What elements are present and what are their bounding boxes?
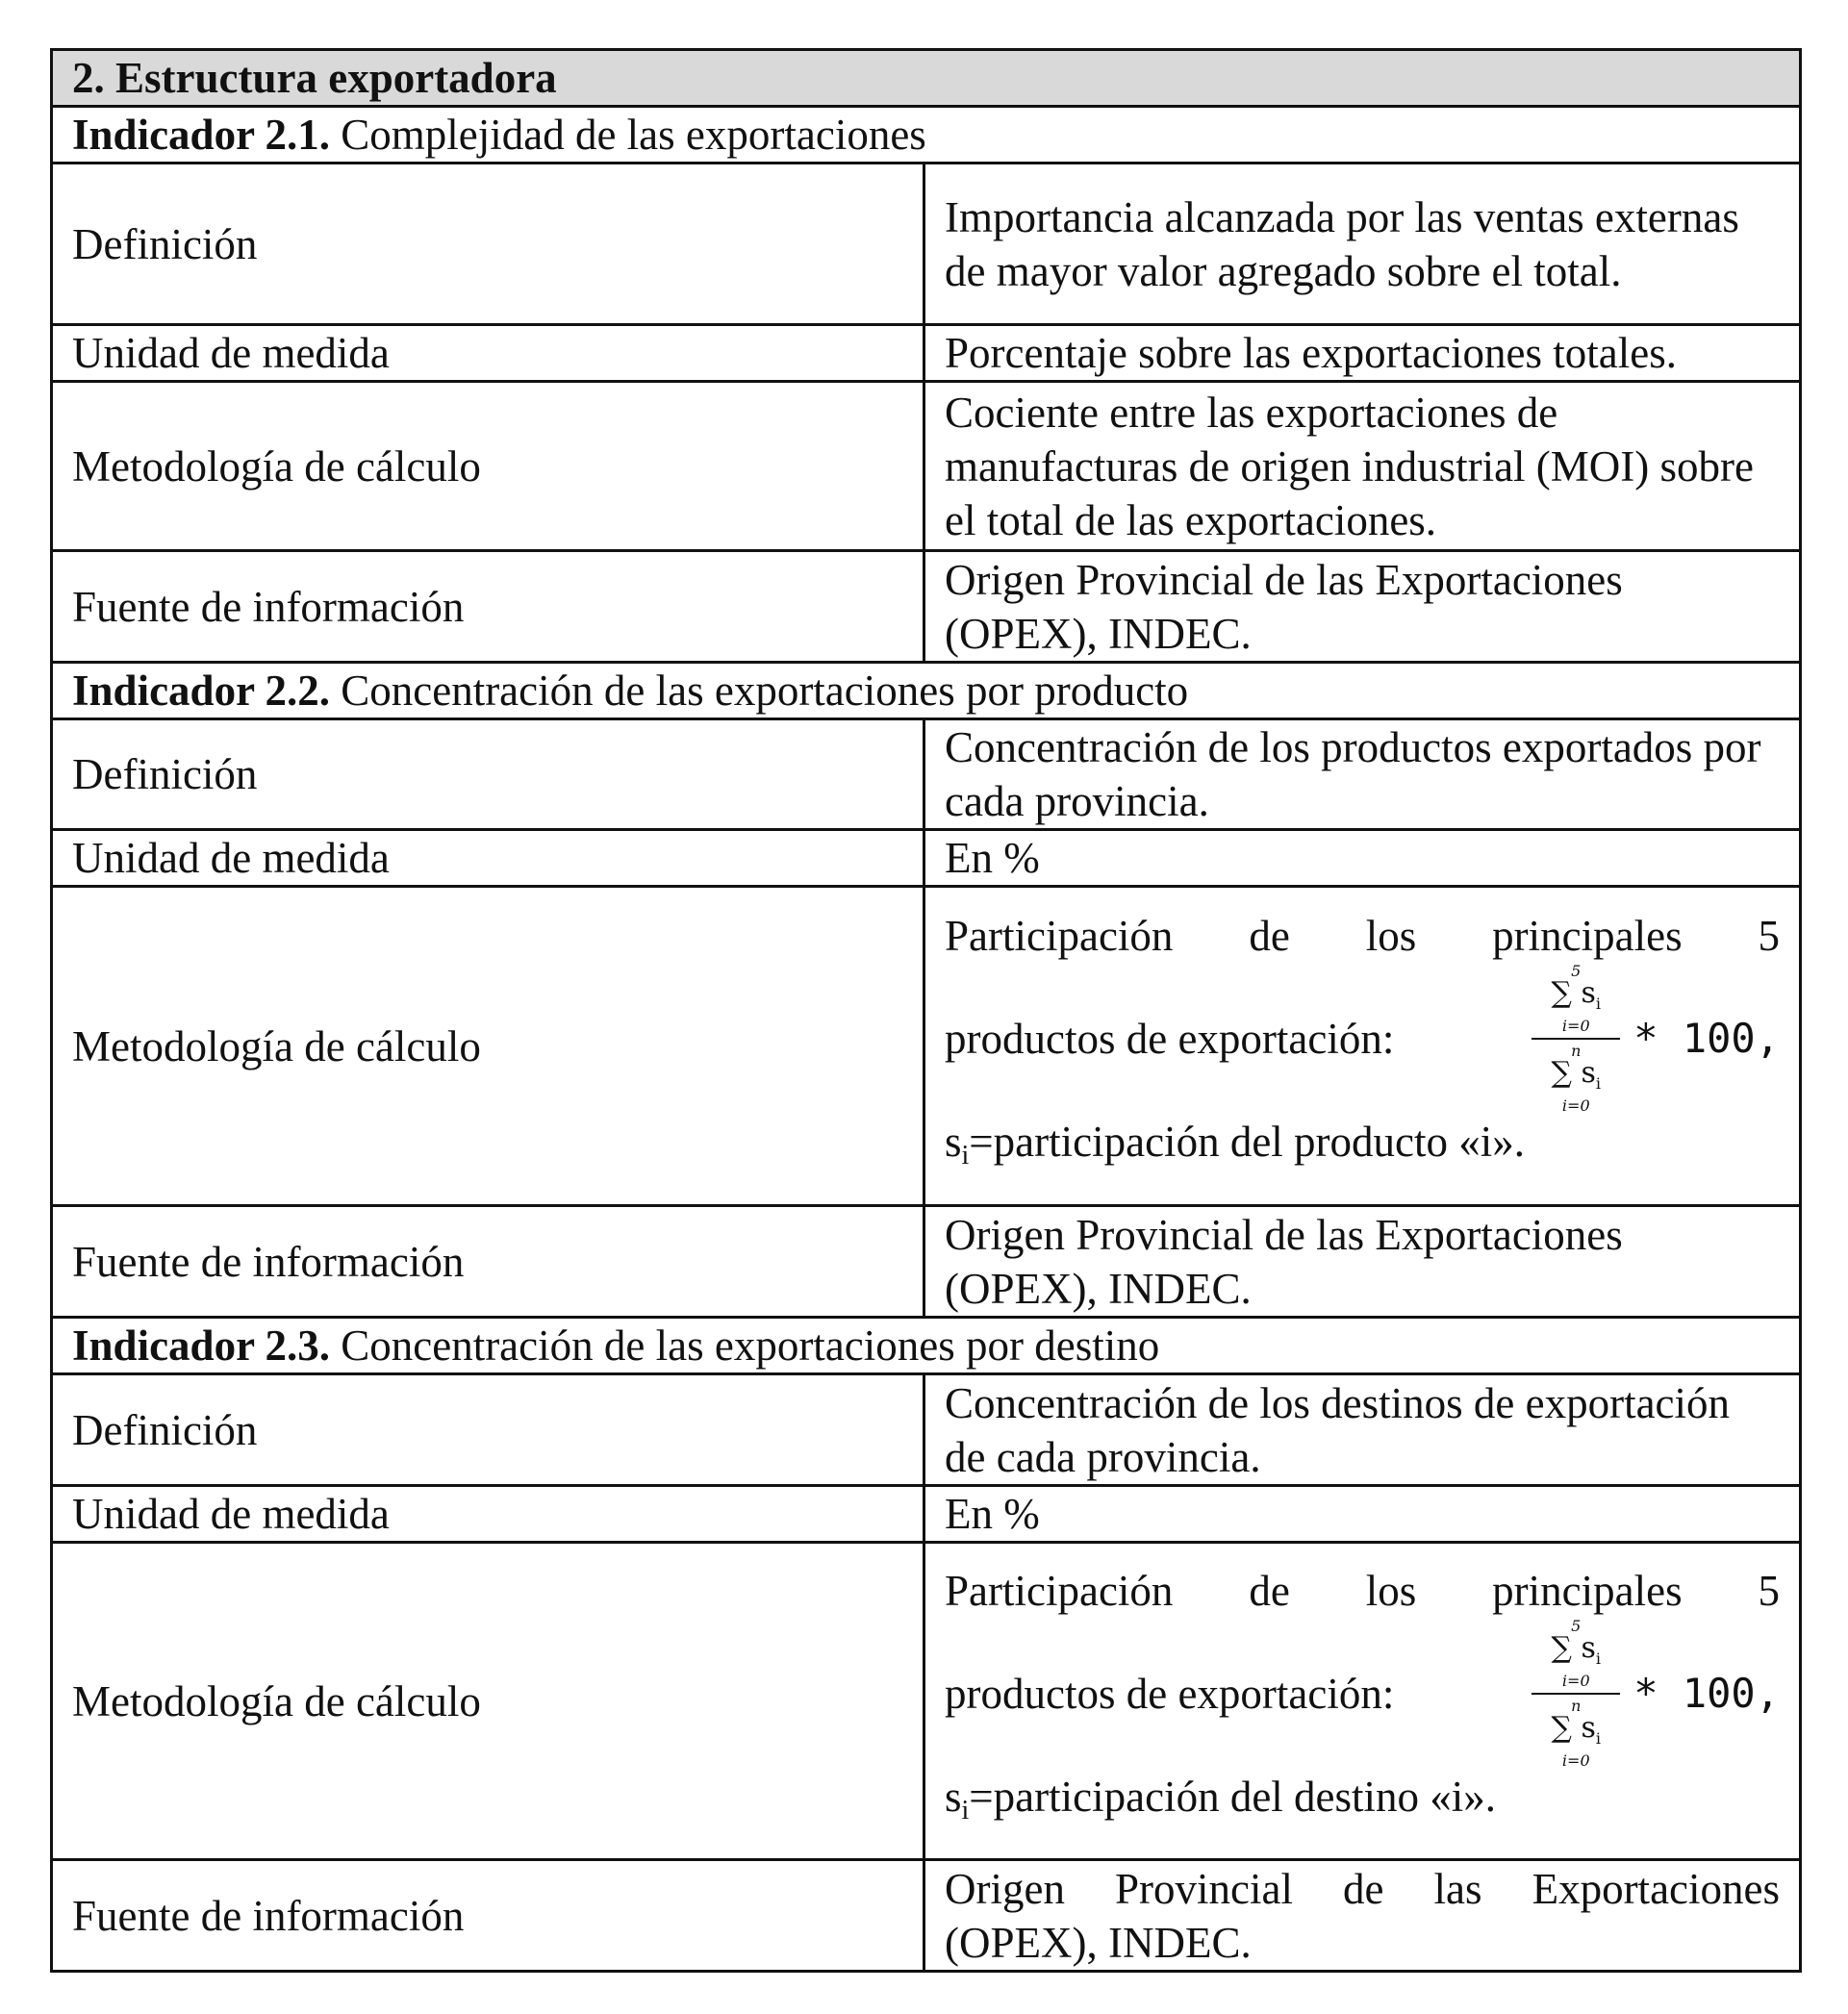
source-row (52, 1860, 1801, 1972)
s-subscript: i (961, 1141, 970, 1171)
source-row (52, 1206, 1801, 1318)
numerator-upper-limit: 5 (1571, 1617, 1582, 1635)
denominator-sum (1551, 1711, 1602, 1752)
s-definition: =participación del destino «i». (969, 1773, 1497, 1821)
row-label: Definición (52, 164, 924, 325)
source-value: Origen Provincial de las Exportaciones (OPEX), INDEC. (924, 551, 1801, 663)
unit-row (52, 830, 1801, 887)
denominator-upper-limit: n (1571, 1697, 1582, 1715)
methodology-row (52, 887, 1801, 1206)
s-subscript: i (961, 1796, 970, 1825)
concentration-formula (1526, 1618, 1780, 1770)
indicator-number: Indicador 2.2. (72, 667, 330, 715)
row-label: Metodología de cálculo (52, 382, 924, 551)
methodology-line-3 (945, 1770, 1780, 1838)
unit-row (52, 325, 1801, 382)
numerator-lower-limit: i=0 (1561, 1672, 1590, 1690)
denominator-upper-limit: n (1571, 1042, 1582, 1060)
formula-denominator (1552, 1698, 1601, 1770)
row-label: Unidad de medida (52, 325, 924, 382)
numerator-subscript: i (1595, 1649, 1602, 1668)
fraction-bar (1532, 1693, 1620, 1695)
row-label: Fuente de información (52, 1860, 924, 1972)
methodology-row (52, 382, 1801, 551)
formula-fraction (1532, 1618, 1620, 1770)
formula-numerator (1552, 963, 1601, 1035)
indicator-name: Concentración de las exportaciones por producto (341, 667, 1189, 715)
denominator-lower-limit: i=0 (1561, 1096, 1590, 1115)
indicator-row-2-3 (52, 1318, 1801, 1374)
methodology-line-1: Participación de los principales 5 (945, 1567, 1780, 1615)
denominator-sum (1551, 1056, 1602, 1097)
section-title: 2. Estructura exportadora (52, 50, 1801, 107)
unit-value: En % (924, 1486, 1801, 1543)
methodology-line-2: productos de exportación: (945, 1015, 1395, 1063)
indicator-row-2-1 (52, 107, 1801, 164)
definition-row (52, 164, 1801, 325)
row-label: Metodología de cálculo (52, 887, 924, 1206)
denominator-subscript: i (1595, 1074, 1602, 1093)
indicator-title (52, 1318, 1801, 1374)
section-header-row (52, 50, 1801, 107)
numerator-subscript: i (1595, 994, 1602, 1013)
formula-multiplier: * 100, (1633, 1670, 1780, 1717)
methodology-value (924, 887, 1801, 1206)
indicator-name: Concentración de las exportaciones por destino (341, 1322, 1160, 1370)
source-value: Origen Provincial de las Exportaciones (OPEX), INDEC. (924, 1206, 1801, 1318)
row-label: Fuente de información (52, 1206, 924, 1318)
concentration-formula (1526, 963, 1780, 1115)
indicator-table (50, 48, 1802, 1973)
methodology-row (52, 1543, 1801, 1860)
formula-line (945, 963, 1780, 1115)
unit-row (52, 1486, 1801, 1543)
definition-value: Importancia alcanzada por las ventas externas de mayor valor agregado sobre el total. (924, 164, 1801, 325)
numerator-lower-limit: i=0 (1561, 1017, 1590, 1035)
indicator-number: Indicador 2.1. (72, 111, 330, 159)
source-value: Origen Provincial de las Exportaciones (OPEX), INDEC. (924, 1860, 1801, 1972)
row-label: Definición (52, 1374, 924, 1486)
methodology-value (924, 1543, 1801, 1860)
indicator-number: Indicador 2.3. (72, 1322, 330, 1370)
methodology-value: Cociente entre las exportaciones de manufacturas de origen industrial (MOI) sobre el total de las exportaciones. (924, 382, 1801, 551)
indicator-name: Complejidad de las exportaciones (341, 111, 926, 159)
row-label: Fuente de información (52, 551, 924, 663)
indicator-row-2-2 (52, 663, 1801, 719)
unit-value: En % (924, 830, 1801, 887)
s-definition: =participación del producto «i». (969, 1118, 1526, 1166)
formula-fraction (1532, 963, 1620, 1115)
formula-multiplier: * 100, (1633, 1015, 1780, 1062)
formula-numerator (1552, 1618, 1601, 1690)
row-label: Definición (52, 719, 924, 830)
indicator-table-container (50, 48, 1799, 1973)
formula-denominator (1552, 1043, 1601, 1115)
definition-row (52, 719, 1801, 830)
indicator-title (52, 663, 1801, 719)
definition-value: Concentración de los productos exportados por cada provincia. (924, 719, 1801, 830)
unit-value: Porcentaje sobre las exportaciones totales. (924, 325, 1801, 382)
methodology-line-3 (945, 1115, 1780, 1183)
denominator-subscript: i (1595, 1729, 1602, 1748)
denominator-sigma: ∑ s (1551, 1056, 1596, 1090)
formula-line (945, 1618, 1780, 1770)
row-label: Unidad de medida (52, 1486, 924, 1543)
numerator-sigma: ∑ s (1551, 976, 1596, 1010)
methodology-line-2: productos de exportación: (945, 1670, 1395, 1718)
numerator-sum (1551, 1631, 1602, 1673)
numerator-sum (1551, 976, 1602, 1018)
indicator-title (52, 107, 1801, 164)
denominator-lower-limit: i=0 (1561, 1751, 1590, 1770)
s-variable: s (945, 1118, 962, 1166)
source-row (52, 551, 1801, 663)
numerator-upper-limit: 5 (1571, 962, 1582, 980)
s-variable: s (945, 1773, 962, 1821)
definition-value: Concentración de los destinos de exportación de cada provincia. (924, 1374, 1801, 1486)
definition-row (52, 1374, 1801, 1486)
methodology-line-1: Participación de los principales 5 (945, 912, 1780, 960)
fraction-bar (1532, 1038, 1620, 1040)
denominator-sigma: ∑ s (1551, 1711, 1596, 1745)
row-label: Metodología de cálculo (52, 1543, 924, 1860)
row-label: Unidad de medida (52, 830, 924, 887)
numerator-sigma: ∑ s (1551, 1631, 1596, 1665)
